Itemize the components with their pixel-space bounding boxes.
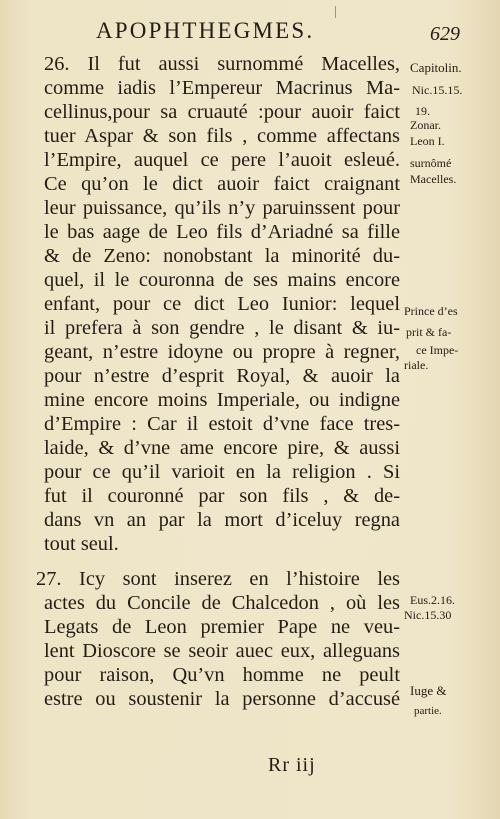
margin-note: Eus.2.16. — [410, 593, 455, 607]
text-line: le bas aage de Leo fils d’Ariadné sa fille — [44, 221, 400, 243]
margin-note: Iuge & — [410, 683, 447, 698]
margin-note: riale. — [404, 358, 429, 372]
text-line: laide, & d’vne ame encore pire, & aussi — [44, 437, 400, 459]
margin-note: Nic.15.15. — [412, 83, 463, 97]
margin-note: ce Impe- — [416, 343, 459, 357]
margin-note: surnômé — [410, 156, 452, 170]
text-line: estre ou soustenir la personne d’accusé — [44, 688, 400, 710]
margin-note: partie. — [414, 705, 442, 717]
text-line: l’Empire, auquel ce pere l’auoit esleué. — [44, 149, 400, 171]
margin-note: Prince d’es — [404, 304, 458, 318]
running-head: APOPHTHEGMES. — [96, 18, 315, 43]
text-line: & de Zeno: nonobstant la minorité du- — [44, 245, 400, 267]
text-line: 26. Il fut aussi surnommé Macelles, — [44, 53, 400, 75]
signature-mark: Rr iij — [268, 754, 316, 776]
text-line: pour n’estre d’esprit Royal, & auoir la — [44, 365, 400, 387]
text-line: 27. Icy sont inserez en l’histoire les — [36, 568, 400, 590]
text-line: cellinus,pour sa cruauté :pour auoir faict — [44, 101, 400, 123]
margin-note: Zonar. — [410, 118, 441, 132]
text-line: tuer Aspar & son fils , comme affectans — [44, 125, 400, 147]
top-mark — [335, 6, 336, 18]
text-line: Legats de Leon premier Pape ne veu- — [44, 616, 400, 638]
text-line: lent Dioscore se seoir auec eux, alleguans — [44, 640, 400, 662]
text-line: dans vn an par la mort d’iceluy regna — [44, 509, 400, 531]
text-line: quel, il le couronna de ses mains encore — [44, 269, 400, 291]
text-line: enfant, pour ce dict Leo Iunior: lequel — [44, 293, 400, 315]
text-line: geant, n’estre idoyne ou propre à regner, — [44, 341, 400, 363]
text-line: Ce qu’on le dict auoir faict craignant — [44, 173, 400, 195]
text-line: comme iadis l’Empereur Macrinus Ma- — [44, 77, 400, 99]
margin-note: Leon I. — [410, 134, 445, 148]
margin-note: Nic.15.30 — [404, 608, 452, 622]
text-line: pour ce qu’il varioit en la religion . Si — [44, 461, 400, 483]
page-number: 629 — [430, 23, 460, 45]
text-line: il prefera à son gendre , le disant & iu- — [44, 317, 400, 339]
text-line: pour raison, Qu’vn homme ne peult — [44, 664, 400, 686]
text-line: mine encore moins Imperiale, ou indigne — [44, 389, 400, 411]
text-line: actes du Concile de Chalcedon , où les — [44, 592, 400, 614]
text-line: leur puissance, qu’ils n’y paruinssent pour — [44, 197, 400, 219]
text-line: tout seul. — [44, 533, 119, 555]
margin-note: 19. — [415, 104, 430, 118]
text-line: fut il couronné par son fils , & de- — [44, 485, 400, 507]
margin-note: Macelles. — [410, 172, 457, 186]
margin-note: prit & fa- — [406, 325, 452, 339]
text-line: d’Empire : Car il estoit d’vne face tres- — [44, 413, 400, 435]
margin-note: Capitolin. — [410, 60, 462, 75]
